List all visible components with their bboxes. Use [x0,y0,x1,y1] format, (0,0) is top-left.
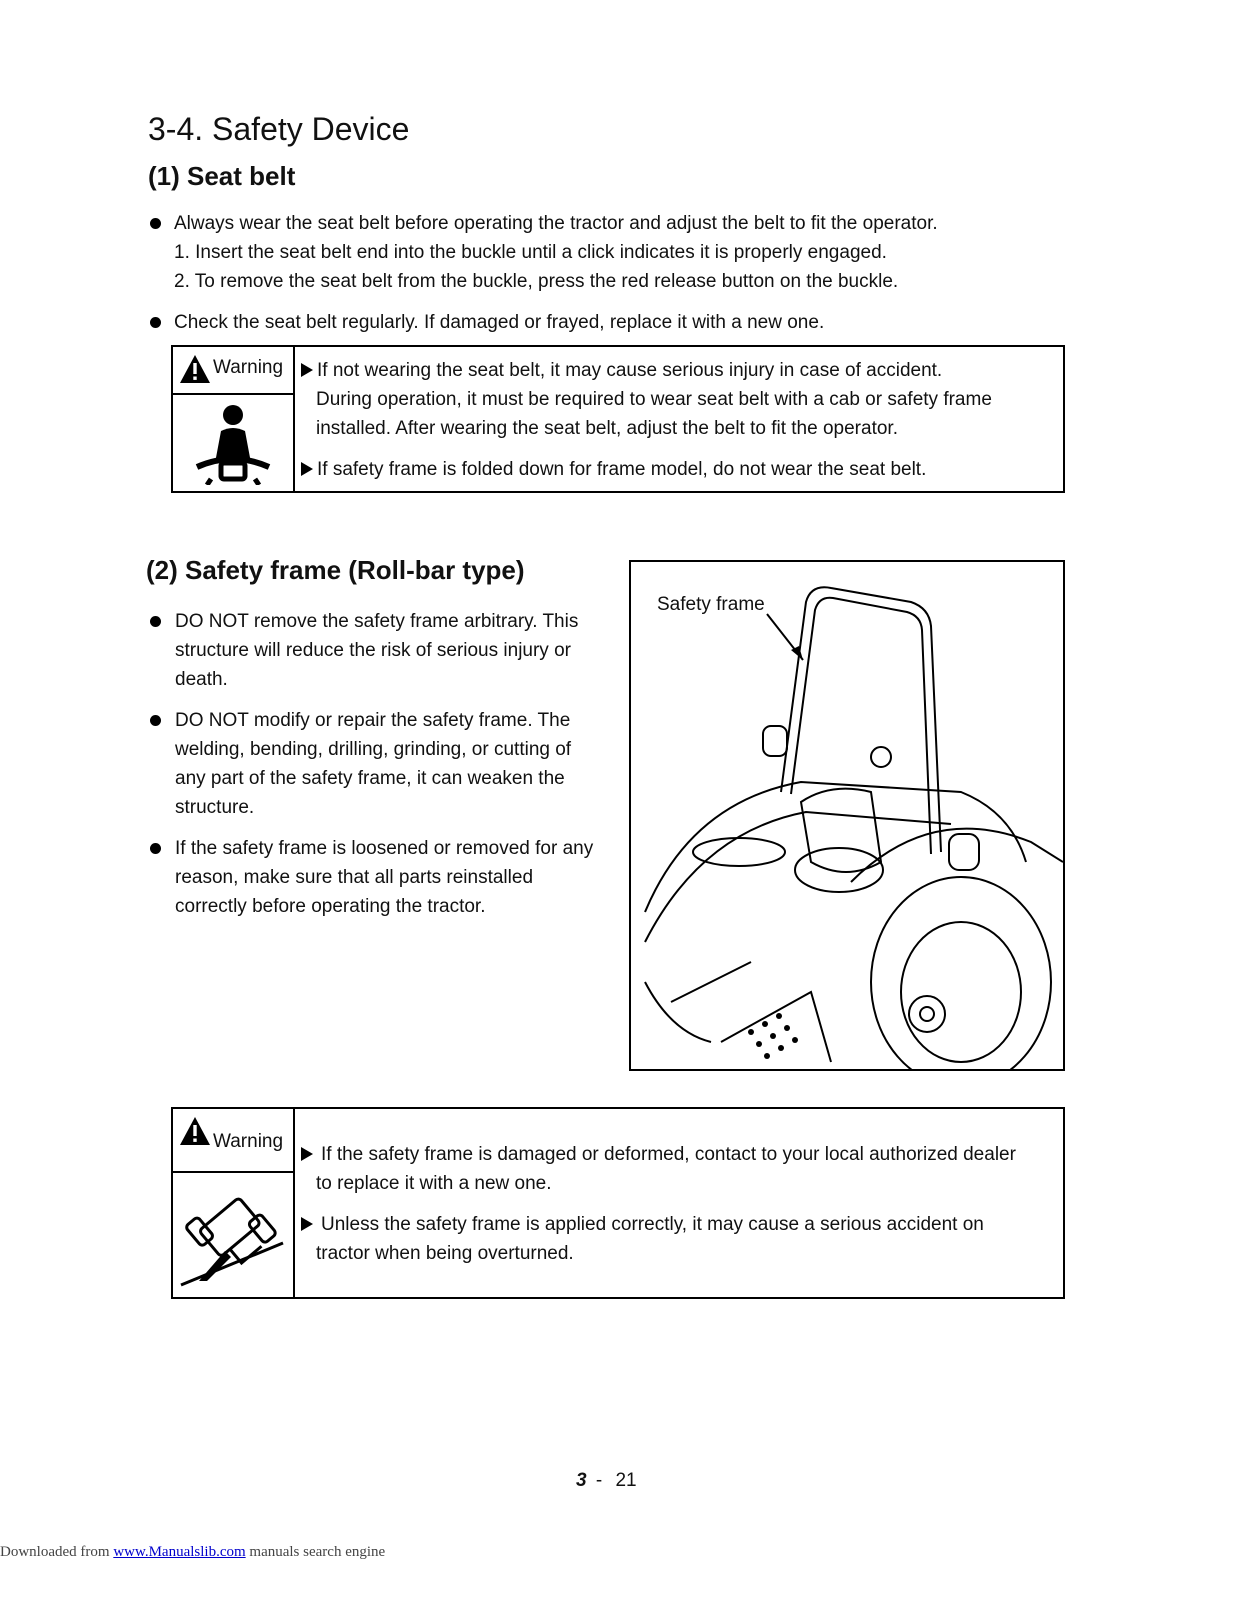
warning-label-cell [173,1109,293,1173]
bullet-dot [150,715,161,726]
tractor-overturn-icon [179,1181,287,1289]
safetyframe-warning-box [171,1107,1065,1299]
arrow-right-icon [301,363,313,377]
seatbelt-step-2: 2. To remove the seat belt from the buckle, press the red release button on the buckle. [174,271,899,292]
warning-line: If not wearing the seat belt, it may cause serious injury in case of accident. [301,356,942,385]
tractor-rollbar-illustration [631,562,1063,1069]
footer-prefix: Downloaded from [0,1544,114,1560]
footer-link[interactable]: www.Manualslib.com [113,1544,246,1560]
warning-line: If the safety frame is damaged or deformed, contact to your local authorized dealer [301,1140,1016,1169]
page-number [576,1470,637,1492]
warning-line: installed. After wearing the seat belt, adjust the belt to fit the operator. [316,418,898,439]
section-title: 3-4. Safety Device [148,111,410,147]
safetyframe-heading: (2) Safety frame (Roll-bar type) [146,555,525,585]
safetyframe-bullet-1-line: DO NOT remove the safety frame arbitrary. This [175,611,579,632]
bullet-dot [150,317,161,328]
seatbelt-step-1: 1. Insert the seat belt end into the buckle until a click indicates it is properly engaged. [174,242,887,263]
arrow-right-icon [301,462,313,476]
footer-suffix: manuals search engine [245,1544,386,1560]
tractor-figure [629,560,1065,1071]
seatbelt-bullet-2: Check the seat belt regularly. If damaged or frayed, replace it with a new one. [174,312,825,333]
arrow-right-icon [301,1217,313,1231]
safetyframe-bullet-3-line: reason, make sure that all parts reinstalled [175,867,534,888]
warning-triangle-icon [179,1115,211,1147]
safetyframe-bullet-3-line: If the safety frame is loosened or removed for any [175,838,594,859]
warning-line: Unless the safety frame is applied correctly, it may cause a serious accident on [301,1210,984,1239]
safetyframe-bullet-2-line: structure. [175,797,255,818]
seatbelt-warning-box [171,345,1065,493]
warning-triangle-icon [179,353,211,385]
seatbelt-heading: (1) Seat belt [148,161,296,191]
warning-label: Warning [213,357,284,378]
warning-line: If safety frame is folded down for frame model, do not wear the seat belt. [301,455,926,484]
warning-line: tractor when being overturned. [316,1243,574,1264]
safetyframe-bullet-2-line: welding, bending, drilling, grinding, or cutting of [175,739,572,760]
page-separator: - [595,1470,603,1491]
safetyframe-bullet-1-line: death. [175,669,228,690]
warning-label: Warning [213,1131,284,1152]
warning-line: During operation, it must be required to wear seat belt with a cab or safety frame [316,389,992,410]
seatbelt-bullet-1: Always wear the seat belt before operating the tractor and adjust the belt to fit the operator. [174,213,938,234]
safetyframe-bullet-3-line: correctly before operating the tractor. [175,896,486,917]
bullet-dot [150,616,161,627]
download-footer [0,1544,385,1561]
arrow-right-icon [301,1147,313,1161]
safetyframe-bullet-2-line: DO NOT modify or repair the safety frame. The [175,710,571,731]
seatbelt-pictogram-icon [191,401,275,485]
bullet-dot [150,843,161,854]
page-num: 21 [615,1470,637,1491]
figure-label-safety-frame: Safety frame [657,594,765,615]
warning-line: to replace it with a new one. [316,1173,552,1194]
warning-icon-column [173,1109,295,1297]
warning-icon-column [173,347,295,491]
safetyframe-bullet-2-line: any part of the safety frame, it can weaken the [175,768,565,789]
bullet-dot [150,218,161,229]
safetyframe-bullet-1-line: structure will reduce the risk of serious injury or [175,640,571,661]
page-chapter: 3 [576,1470,587,1491]
warning-label-cell [173,347,293,395]
